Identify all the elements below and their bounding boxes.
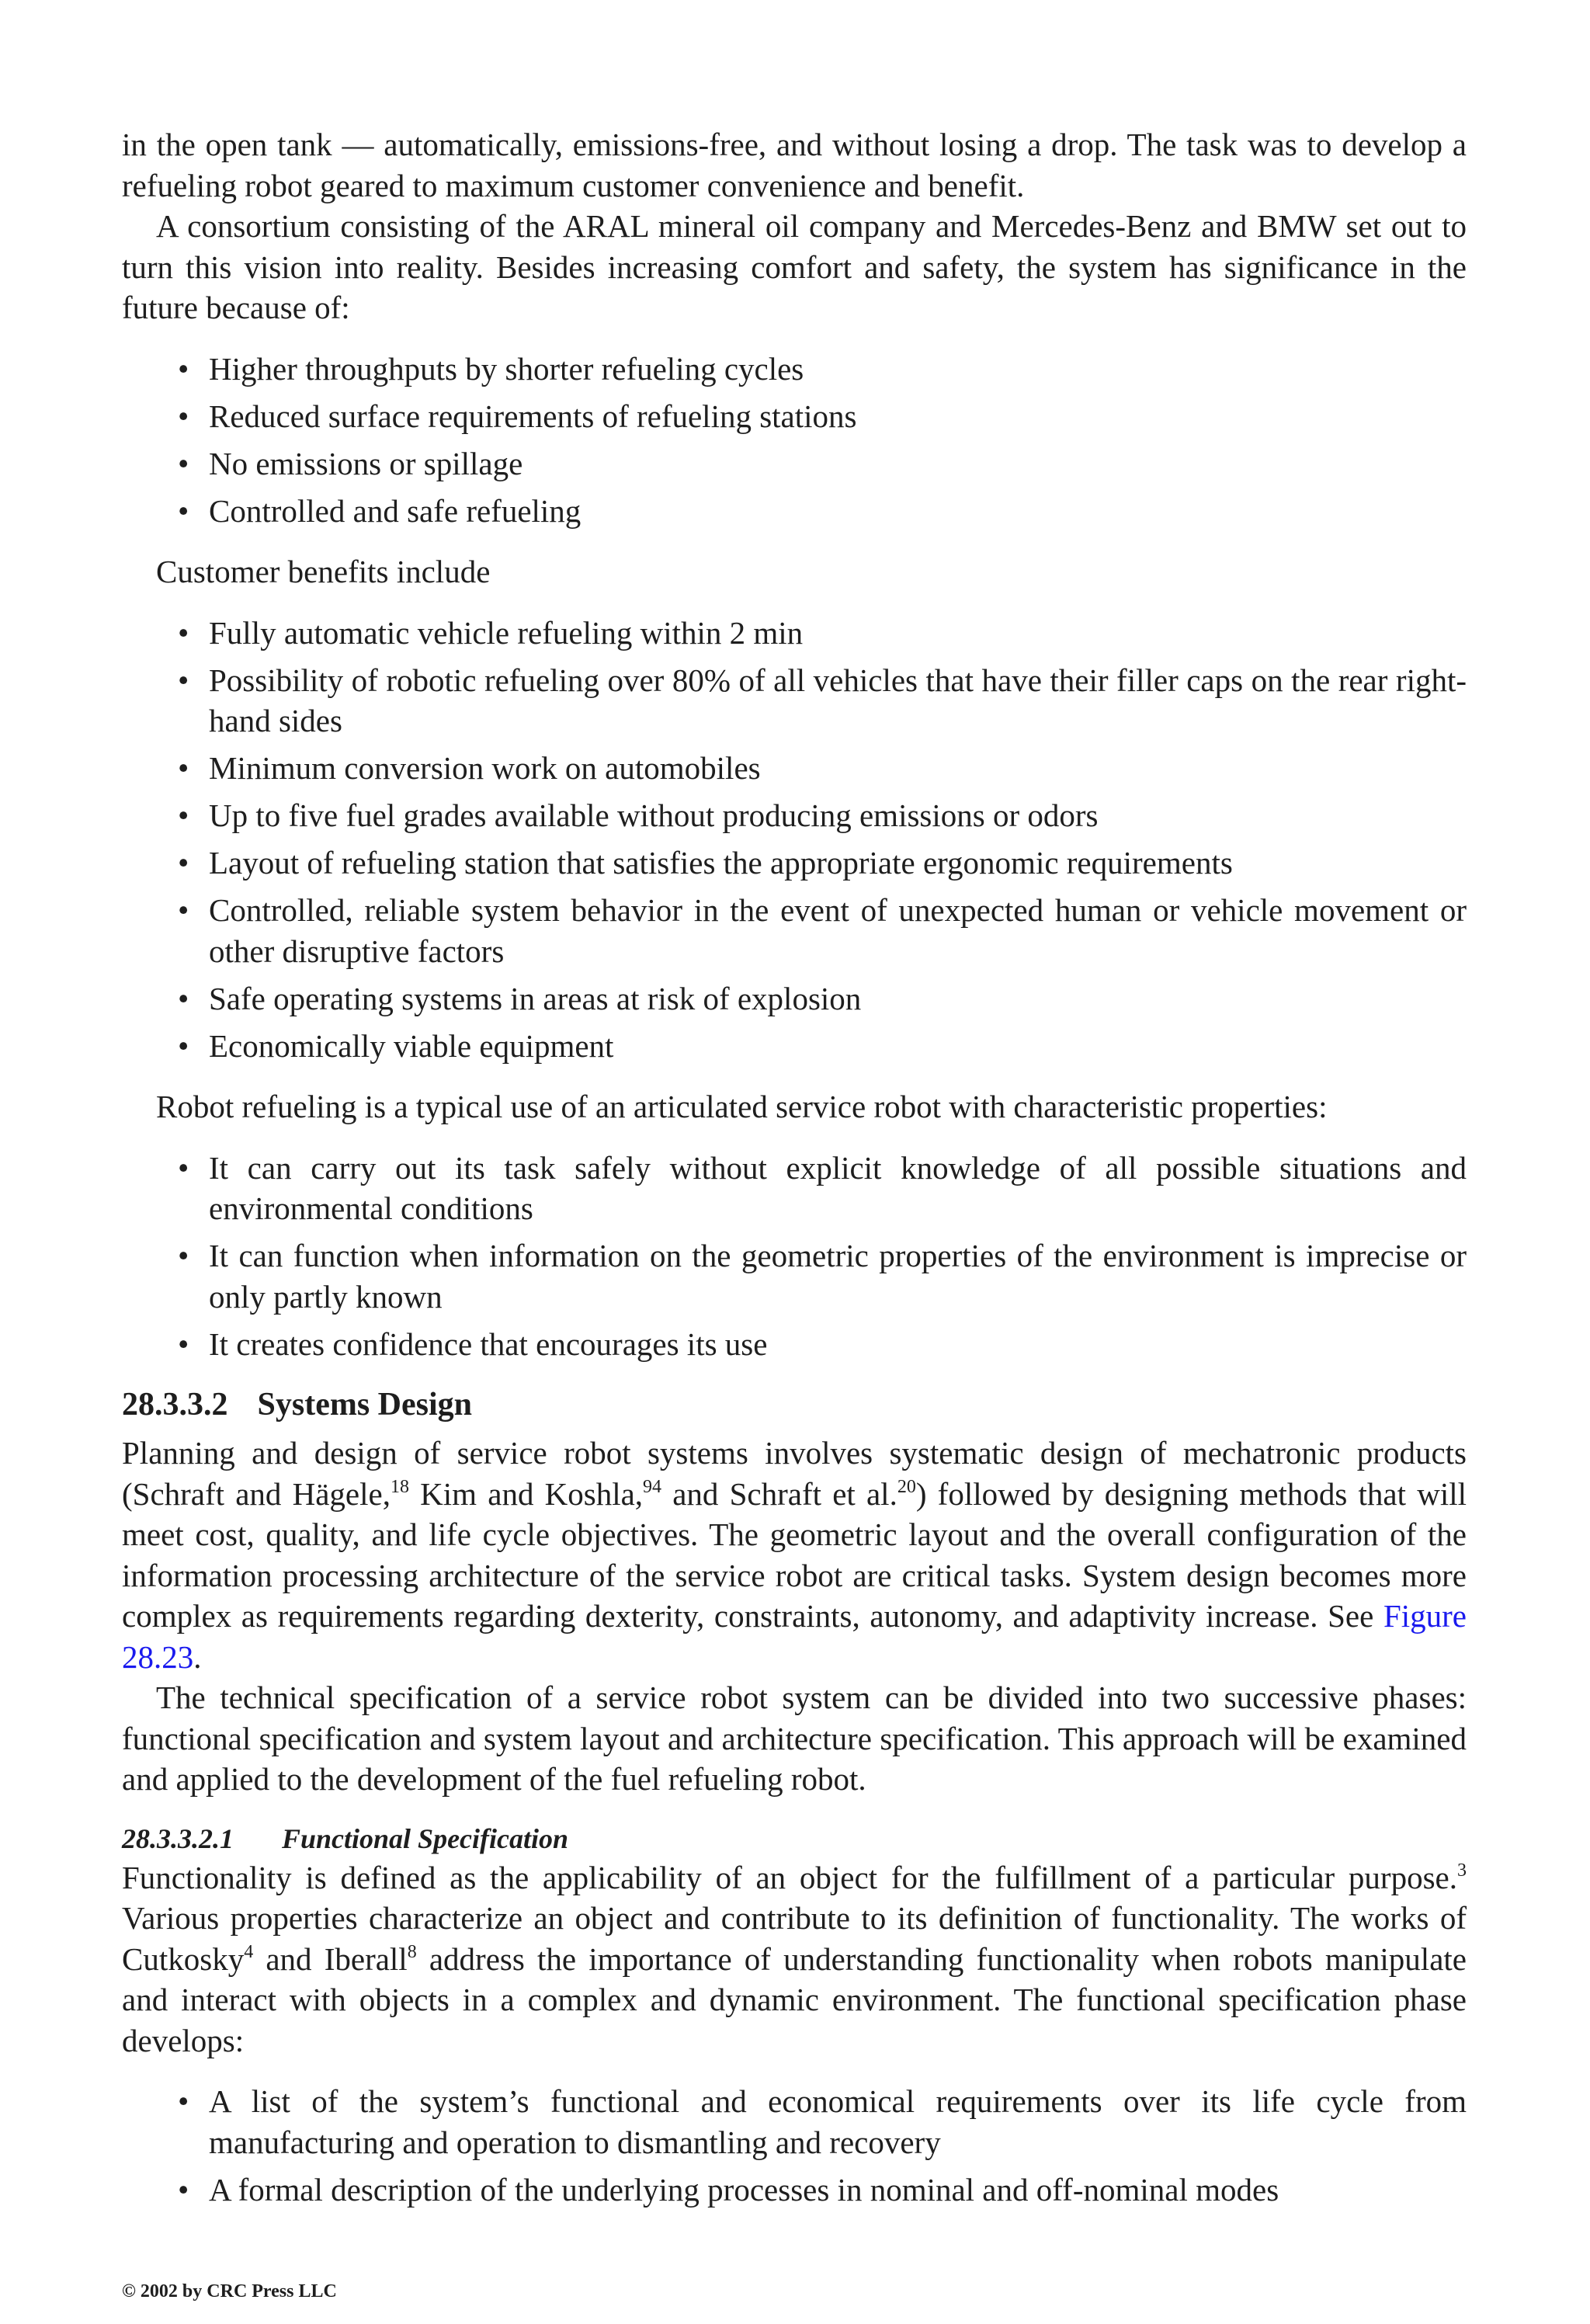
citation-18[interactable]: 18	[390, 1476, 409, 1497]
bullet-icon: •	[178, 2083, 189, 2119]
bullet-icon: •	[178, 398, 189, 434]
subsection-heading	[122, 1820, 1467, 1857]
bullet-icon: •	[178, 892, 189, 928]
bullet-icon: •	[178, 1325, 189, 1362]
customer-benefits-intro: Customer benefits include	[156, 554, 491, 589]
list-item: • Controlled and safe refueling	[122, 491, 1467, 532]
list-item: • A formal description of the underlying processes in nominal and off-nominal modes	[122, 2169, 1467, 2211]
list-item: • It can function when information on the geometric properties of the environment is imprecise or only partly known	[122, 1235, 1467, 1317]
bullet-icon: •	[178, 2171, 189, 2208]
section-title: Systems Design	[257, 1387, 473, 1423]
list-item: • Layout of refueling station that satisfies the appropriate ergonomic requirements	[122, 842, 1467, 884]
subsection-title: Functional Specification	[282, 1822, 569, 1854]
copyright-footer: © 2002 by CRC Press LLC	[122, 2281, 337, 2301]
list-item: • Reduced surface requirements of refueling stations	[122, 396, 1467, 437]
bullet-icon: •	[178, 1238, 189, 1273]
citation-3[interactable]: 3	[1457, 1860, 1467, 1881]
subsection-paragraph: Functionality is defined as the applicability of an object for the fulfillment of a particular purpose.$^3$ Various properties characterize an object and contribute to its definition of functionality. The works of Cutkosky$^4$ and Iberall$^8$ address the importance of understanding functionality when robots manipulate and interact with objects in a complex and dynamic environment. The functional specification phase develops:	[122, 1859, 1467, 2058]
list-item: • Up to five fuel grades available without producing emissions or odors	[122, 795, 1467, 836]
section-paragraph-1: Planning and design of service robot systems involves systematic design of mechatronic products (Schraft and Hägele,$^{18}$ Kim and Koshla,$^{94}$ and Schraft et al.$^{20}$) followed by designing methods that will meet cost, quality, and life cycle objectives. The geometric layout and the overall configuration of the information processing architecture of the service robot are critical tasks. System design becomes more complex as requirements regarding dexterity, constraints, autonomy, and adaptivity increase. See Figure 28.23.	[122, 1435, 1467, 1675]
robot-properties-list	[122, 1148, 1467, 1365]
subsection-number: 28.3.3.2.1	[122, 1822, 234, 1854]
citation-8[interactable]: 8	[407, 1941, 417, 1962]
list-item: • It can carry out its task safely without explicit knowledge of all possible situations and environmental conditions	[122, 1148, 1467, 1229]
list-item: • A list of the system’s functional and economical requirements over its life cycle from manufacturing and operation to dismantling and recovery	[122, 2081, 1467, 2162]
bullet-icon: •	[178, 845, 189, 881]
page-body	[122, 124, 1467, 2230]
citation-20[interactable]: 20	[897, 1476, 916, 1497]
list-item: • Controlled, reliable system behavior in the event of unexpected human or vehicle movement or other disruptive factors	[122, 890, 1467, 971]
list-item: • No emissions or spillage	[122, 443, 1467, 485]
list-item: • Higher throughputs by shorter refueling cycles	[122, 349, 1467, 390]
citation-94[interactable]: 94	[643, 1476, 662, 1497]
bullet-icon: •	[178, 350, 189, 387]
section-paragraph-2: The technical specification of a service robot system can be divided into two successive phases: functional specification and system layout and architecture specification. This approach will be examined and applied to the development of the fuel refueling robot.	[122, 1680, 1467, 1797]
future-benefits-list	[122, 349, 1467, 532]
robot-properties-intro: Robot refueling is a typical use of an articulated service robot with characteristic properties:	[156, 1089, 1328, 1124]
list-item: • Safe operating systems in areas at risk of explosion	[122, 978, 1467, 1020]
list-item: • Fully automatic vehicle refueling within 2 min	[122, 613, 1467, 654]
bullet-icon: •	[178, 492, 189, 529]
figure-link[interactable]: Figure 28.23	[122, 1598, 1467, 1675]
section-number: 28.3.3.2	[122, 1387, 228, 1423]
list-item: • Minimum conversion work on automobiles	[122, 748, 1467, 789]
intro-paragraph-1: in the open tank — automatically, emissions-free, and without losing a drop. The task was to develop a refueling robot geared to maximum customer convenience and benefit.	[122, 127, 1467, 203]
list-item: • Possibility of robotic refueling over 80% of all vehicles that have their filler caps on the rear right-hand sides	[122, 660, 1467, 742]
list-item: • It creates confidence that encourages its use	[122, 1324, 1467, 1365]
section-heading	[122, 1384, 1467, 1425]
bullet-icon: •	[178, 614, 189, 651]
customer-benefits-list	[122, 613, 1467, 1067]
bullet-icon: •	[178, 1027, 189, 1064]
list-item: • Economically viable equipment	[122, 1026, 1467, 1067]
spec-phase-list	[122, 2081, 1467, 2210]
bullet-icon: •	[178, 980, 189, 1016]
bullet-icon: •	[178, 750, 189, 786]
bullet-icon: •	[178, 445, 189, 481]
bullet-icon: •	[178, 1149, 189, 1186]
bullet-icon: •	[178, 662, 189, 698]
bullet-icon: •	[178, 797, 189, 833]
citation-4[interactable]: 4	[244, 1941, 254, 1962]
intro-paragraph-2: A consortium consisting of the ARAL mineral oil company and Mercedes-Benz and BMW set out to turn this vision into reality. Besides increasing comfort and safety, the system has significance in the future because of:	[122, 208, 1467, 325]
